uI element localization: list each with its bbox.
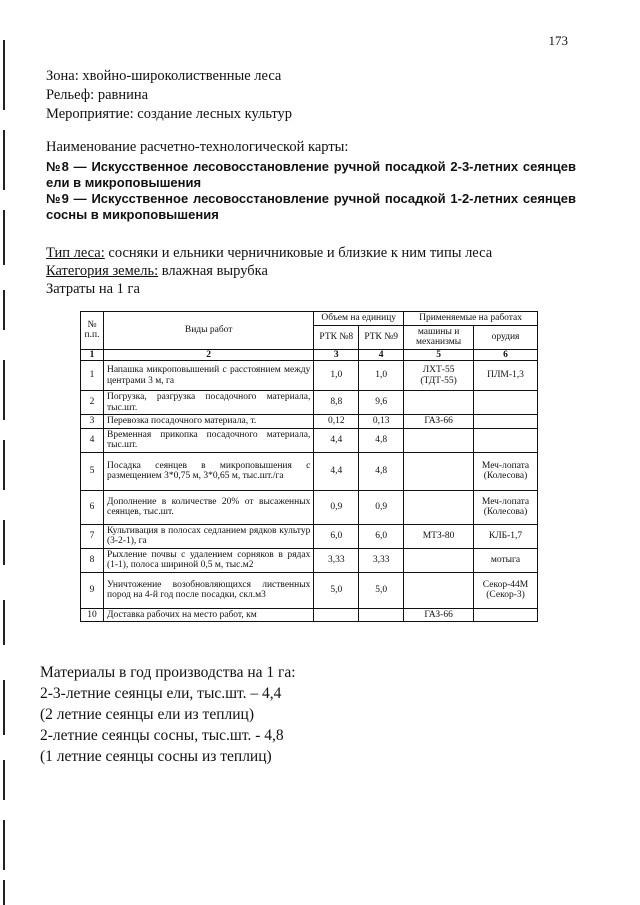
technology-map-9: №9 — Искусственное лесовосстановление ручной посадкой 1-2-летних сеянцев сосны в микроповышения [46, 191, 576, 222]
tools-value: ПЛМ-1,3 [474, 361, 538, 391]
table-row [81, 608, 538, 622]
forest-type-line [46, 244, 492, 262]
row-number: 2 [81, 391, 104, 415]
header-num: № п.п. [81, 312, 104, 350]
header-rtk8: РТК №8 [314, 325, 359, 349]
tools-value [474, 428, 538, 452]
land-category-label: Категория земель: [46, 263, 159, 279]
rtk8-value: 4,4 [314, 428, 359, 452]
rtk9-value: 5,0 [359, 572, 404, 608]
technology-map-block [46, 139, 576, 223]
land-category-line [46, 262, 492, 280]
rtk9-value [359, 608, 404, 622]
rtk8-value: 0,12 [314, 415, 359, 429]
machines-value [404, 391, 474, 415]
table-row [81, 524, 538, 548]
row-number: 4 [81, 428, 104, 452]
rtk9-value: 1,0 [359, 361, 404, 391]
rtk8-value: 3,33 [314, 548, 359, 572]
forest-type-label: Тип леса: [46, 245, 105, 261]
machines-value [404, 572, 474, 608]
materials-line: 2-3-летние сеянцы ели, тыс.шт. – 4,4 [40, 685, 282, 702]
rtk9-value: 4,8 [359, 452, 404, 490]
meta-block [46, 67, 292, 124]
column-number: 3 [314, 349, 359, 361]
tools-value [474, 415, 538, 429]
row-number: 9 [81, 572, 104, 608]
work-description: Перевозка посадочного материала, т. [103, 415, 313, 429]
table-row [81, 548, 538, 572]
machines-value [404, 548, 474, 572]
table-row [81, 391, 538, 415]
table-row [81, 361, 538, 391]
technology-map-caption: Наименование расчетно-технологической карты: [46, 139, 349, 155]
rtk9-value: 0,13 [359, 415, 404, 429]
column-number: 1 [81, 349, 104, 361]
relief-line: Рельеф: равнина [46, 87, 149, 103]
header-machines: машины и механизмы [404, 325, 474, 349]
table-row [81, 428, 538, 452]
rtk8-value: 0,9 [314, 490, 359, 524]
work-description: Погрузка, разгрузка посадочного материала, тыс.шт. [103, 391, 313, 415]
rtk9-value: 4,8 [359, 428, 404, 452]
table-row [81, 415, 538, 429]
rtk9-value: 9,6 [359, 391, 404, 415]
rtk9-value: 3,33 [359, 548, 404, 572]
rtk8-value: 8,8 [314, 391, 359, 415]
work-description: Напашка микроповышений с расстоянием между центрами 3 м, га [103, 361, 313, 391]
tools-value [474, 608, 538, 622]
column-number: 5 [404, 349, 474, 361]
row-number: 7 [81, 524, 104, 548]
forest-info [46, 244, 492, 298]
work-description: Рыхление почвы с удалением сорняков в рядах (1-1), полоса шириной 0,5 м, тыс.м2 [103, 548, 313, 572]
header-rtk9: РТК №9 [359, 325, 404, 349]
machines-value [404, 428, 474, 452]
row-number: 3 [81, 415, 104, 429]
costs-line: Затраты на 1 га [46, 281, 140, 297]
rtk8-value [314, 608, 359, 622]
machines-value: ЛХТ-55 (ТДТ-55) [404, 361, 474, 391]
tools-value: Меч-лопата (Колесова) [474, 452, 538, 490]
tools-value: Секор-44М (Секор-3) [474, 572, 538, 608]
machines-value [404, 490, 474, 524]
work-description: Дополнение в количестве 20% от высаженных сеянцев, тыс.шт. [103, 490, 313, 524]
row-number: 1 [81, 361, 104, 391]
work-description: Уничтожение возобновляющихся лиственных пород на 4-й год после посадки, скл.м3 [103, 572, 313, 608]
rtk9-value: 0,9 [359, 490, 404, 524]
materials-block [40, 662, 296, 767]
work-description: Доставка рабочих на место работ, км [103, 608, 313, 622]
table-row [81, 490, 538, 524]
row-number: 10 [81, 608, 104, 622]
header-volume: Объем на единицу [314, 312, 404, 326]
column-number: 6 [474, 349, 538, 361]
tools-value: КЛБ-1,7 [474, 524, 538, 548]
materials-line: (2 летние сеянцы ели из теплиц) [40, 706, 254, 723]
row-number: 5 [81, 452, 104, 490]
zone-line: Зона: хвойно-широколиственные леса [46, 68, 282, 84]
machines-value [404, 452, 474, 490]
machines-value: ГАЗ-66 [404, 415, 474, 429]
forest-type-value: сосняки и ельники черничниковые и близкие к ним типы леса [104, 245, 493, 261]
header-works: Виды работ [103, 312, 313, 350]
column-numbers-row [81, 349, 538, 361]
page-number: 173 [548, 33, 568, 48]
rtk8-value: 6,0 [314, 524, 359, 548]
tools-value [474, 391, 538, 415]
machines-value: ГАЗ-66 [404, 608, 474, 622]
row-number: 8 [81, 548, 104, 572]
binding-edge-marks [3, 0, 9, 905]
column-number: 2 [103, 349, 313, 361]
machines-value: МТЗ-80 [404, 524, 474, 548]
materials-line: (1 летние сеянцы сосны из теплиц) [40, 748, 272, 765]
table-row [81, 572, 538, 608]
rtk8-value: 1,0 [314, 361, 359, 391]
work-description: Посадка сеянцев в микроповышения с размещением 3*0,75 м, 3*0,65 м, тыс.шт./га [103, 452, 313, 490]
header-applied: Применяемые на работах [404, 312, 538, 326]
works-table [80, 311, 538, 622]
rtk8-value: 4,4 [314, 452, 359, 490]
land-category-value: влажная вырубка [158, 263, 268, 279]
tools-value: мотыга [474, 548, 538, 572]
work-description: Культивация в полосах седланием рядков культур (3-2-1), га [103, 524, 313, 548]
technology-map-8: №8 — Искусственное лесовосстановление ручной посадкой 2-3-летних сеянцев ели в микроповышения [46, 159, 576, 190]
materials-line: 2-летние сеянцы сосны, тыс.шт. - 4,8 [40, 727, 284, 744]
table-row [81, 452, 538, 490]
work-description: Временная прикопка посадочного материала, тыс.шт. [103, 428, 313, 452]
header-tools: орудия [474, 325, 538, 349]
activity-line: Мероприятие: создание лесных культур [46, 106, 293, 122]
column-number: 4 [359, 349, 404, 361]
rtk9-value: 6,0 [359, 524, 404, 548]
rtk8-value: 5,0 [314, 572, 359, 608]
row-number: 6 [81, 490, 104, 524]
tools-value: Меч-лопата (Колесова) [474, 490, 538, 524]
materials-title: Материалы в год производства на 1 га: [40, 664, 296, 681]
